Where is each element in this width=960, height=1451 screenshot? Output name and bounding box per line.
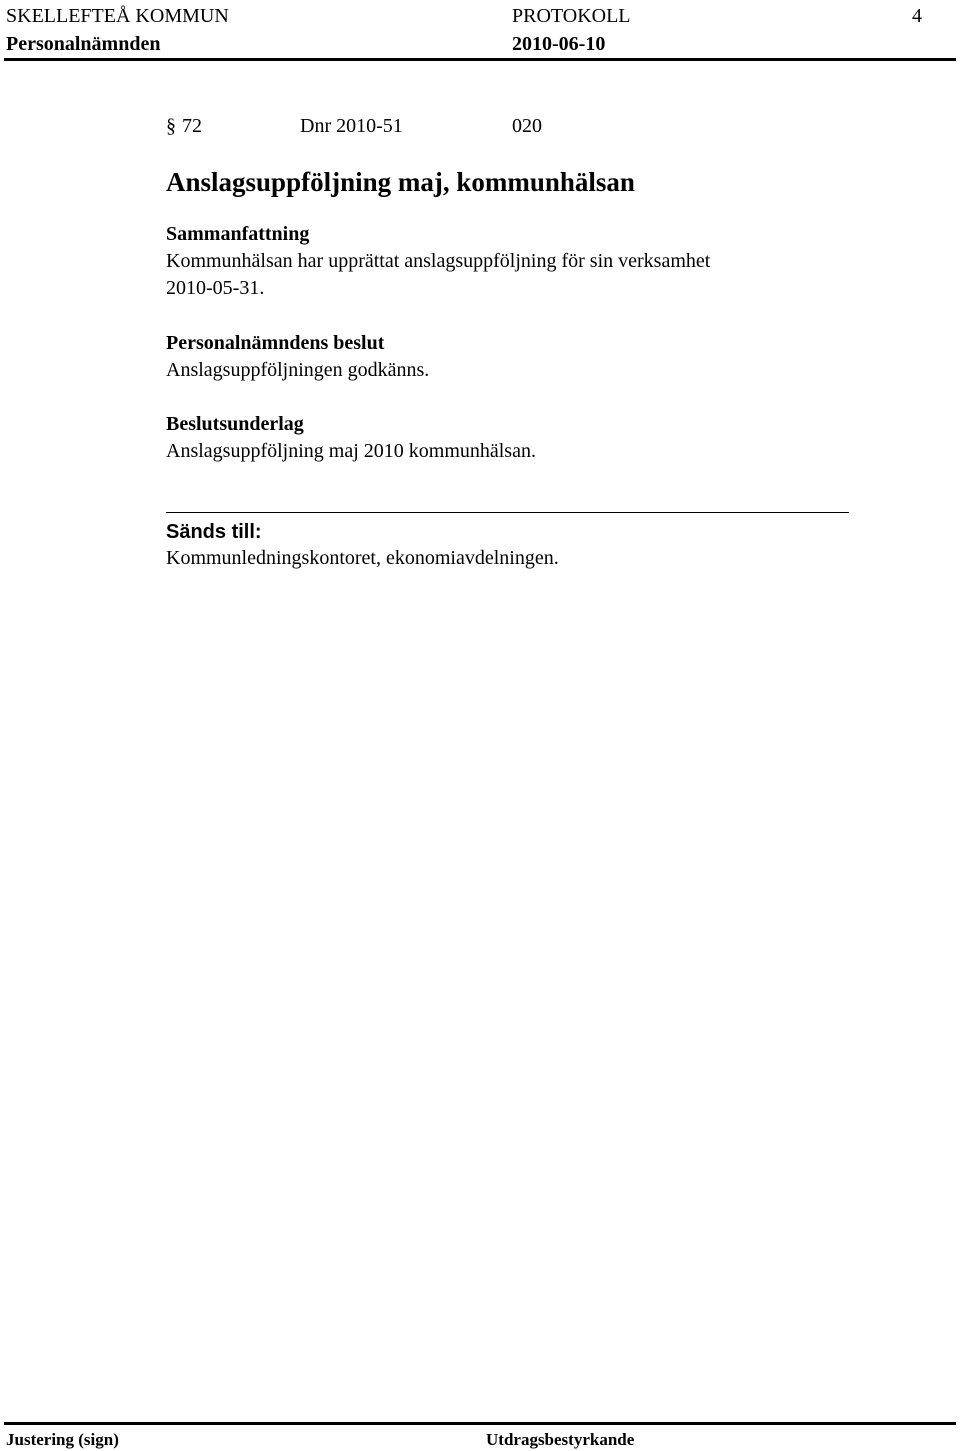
sent-to-text: Kommunledningskontoret, ekonomiavdelningen.	[166, 547, 559, 569]
section-sign: §	[166, 115, 176, 137]
footer-signature: Justering (sign)	[6, 1430, 119, 1449]
summary-line-2: 2010-05-31.	[166, 277, 265, 299]
committee-name: Personalnämnden	[6, 33, 161, 55]
org-name: SKELLEFTEÅ KOMMUN	[6, 5, 229, 27]
meeting-date: 2010-06-10	[512, 33, 606, 55]
item-title: Anslagsuppföljning maj, kommunhälsan	[166, 167, 635, 197]
decision-heading: Personalnämndens beslut	[166, 332, 385, 354]
basis-heading: Beslutsunderlag	[166, 413, 304, 435]
basis-text: Anslagsuppföljning maj 2010 kommunhälsan.	[166, 440, 536, 462]
page-number: 4	[912, 5, 922, 27]
footer-certification: Utdragsbestyrkande	[486, 1430, 635, 1449]
document-type: PROTOKOLL	[512, 5, 631, 27]
item-number: 72	[182, 115, 202, 137]
separator-line	[166, 512, 849, 513]
summary-heading: Sammanfattning	[166, 223, 310, 245]
diary-number: Dnr 2010-51	[300, 115, 403, 137]
item-code: 020	[512, 115, 542, 137]
sent-to-heading: Sänds till:	[166, 521, 262, 543]
decision-text: Anslagsuppföljningen godkänns.	[166, 359, 430, 381]
header-rule	[4, 58, 956, 61]
summary-line-1: Kommunhälsan har upprättat anslagsuppföljning för sin verksamhet	[166, 250, 711, 272]
footer-rule	[4, 1422, 956, 1425]
